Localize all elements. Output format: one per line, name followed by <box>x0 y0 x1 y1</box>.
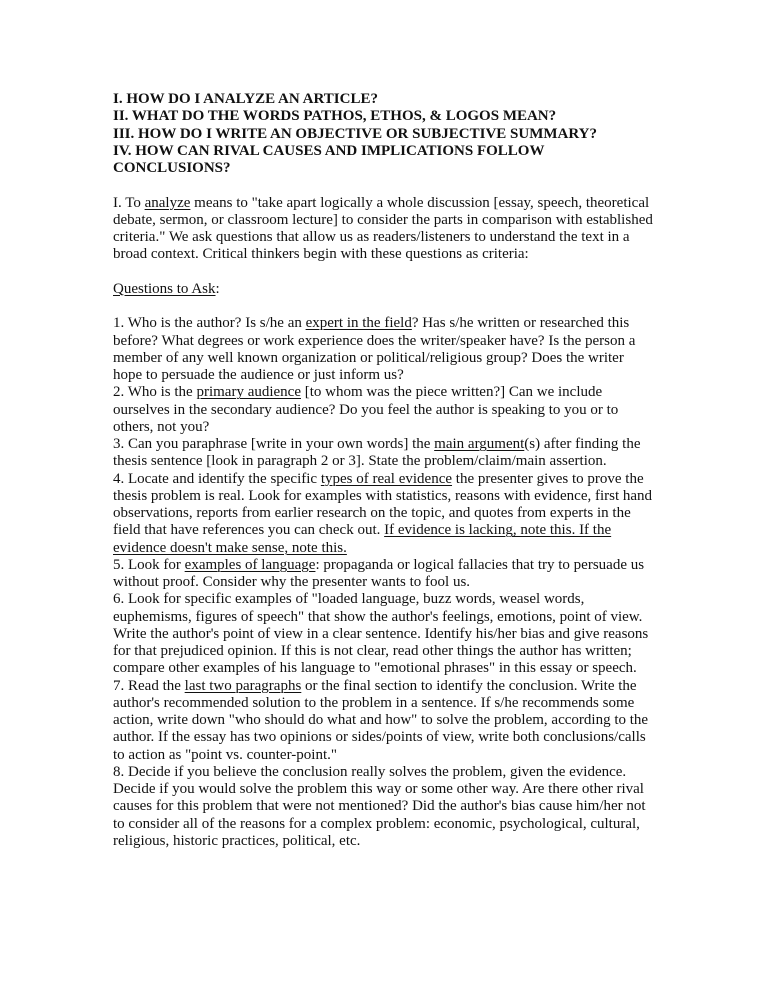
text-line <box>113 436 683 453</box>
text-line <box>113 609 683 626</box>
underlined-text: analyze <box>144 194 191 211</box>
text-line <box>113 798 683 815</box>
text-line <box>113 229 683 246</box>
text-line <box>113 747 683 764</box>
text-line <box>113 764 683 781</box>
text-segment: 6. Look for specific examples of "loaded language, buzz words, weasel words, <box>113 591 585 608</box>
text-line <box>113 212 683 229</box>
text-segment: means to "take apart logically a whole discussion [essay, speech, theoretical <box>190 194 650 211</box>
text-segment: action, write down "who should do what and how" to solve the problem, according to the <box>113 712 649 728</box>
text-line <box>113 678 683 695</box>
underlined-text: primary audience <box>196 384 301 401</box>
text-line <box>113 419 683 436</box>
text-line <box>113 557 683 574</box>
underlined-text: expert in the field <box>305 315 412 332</box>
text-segment: 4. Locate and identify the specific <box>113 470 321 487</box>
text-line <box>113 729 683 746</box>
text-segment: 7. Read the <box>113 677 185 694</box>
text-segment: compare other examples of his language to "emotional phrases" in this essay or speech. <box>113 660 637 677</box>
text-line <box>113 471 683 488</box>
text-segment: : propaganda or logical fallacies that try to persuade us <box>315 556 645 573</box>
underlined-text: examples of language <box>184 556 316 573</box>
underlined-text: types of real evidence <box>320 470 453 487</box>
text-line <box>113 712 683 729</box>
text-line <box>113 626 683 643</box>
text-segment: thesis problem is real. Look for examples with statistics, reasons with evidence, first hand <box>113 487 653 504</box>
text-segment: to consider all of the reasons for a complex problem: economic, psychological, cultural, <box>113 815 640 832</box>
underlined-text: last two paragraphs <box>184 677 302 694</box>
text-segment: 2. Who is the <box>113 384 197 401</box>
text-line <box>113 574 683 591</box>
text-line <box>113 350 683 367</box>
text-segment: ? Has s/he written or researched this <box>411 315 630 332</box>
text-segment: 1. Who is the author? Is s/he an <box>113 315 306 332</box>
text-line <box>113 453 683 470</box>
text-line <box>113 591 683 608</box>
text-segment: debate, sermon, or classroom lecture] to consider the parts in comparison with established <box>113 211 653 228</box>
text-line <box>113 643 683 660</box>
text-segment: causes for this problem that were not mentioned? Did the author's bias cause him/her not <box>113 798 646 815</box>
underlined-text: evidence doesn't make sense, note this. <box>113 539 347 556</box>
text-line <box>113 488 683 505</box>
text-segment: 3. Can you paraphrase [write in your own words] the <box>113 436 435 452</box>
text-line <box>113 522 683 539</box>
text-line <box>113 367 683 384</box>
heading-line: IV. HOW CAN RIVAL CAUSES AND IMPLICATIONS FOLLOW <box>113 142 545 159</box>
text-segment: 8. Decide if you believe the conclusion really solves the problem, given the evidence. <box>113 763 627 780</box>
underlined-text: Questions to Ask <box>113 280 216 297</box>
text-line <box>113 660 683 677</box>
text-segment: religious, historic practices, political, etc. <box>113 832 361 849</box>
spacer <box>113 177 683 194</box>
text-line <box>113 195 683 212</box>
text-segment: observations, reports from earlier research on the topic, and quotes from experts in the <box>113 505 631 521</box>
text-line <box>113 315 683 332</box>
text-segment: (s) after finding the <box>524 436 641 452</box>
heading-line: III. HOW DO I WRITE AN OBJECTIVE OR SUBJECTIVE SUMMARY? <box>113 125 598 142</box>
spacer <box>113 298 683 315</box>
text-line <box>113 833 683 850</box>
text-segment: or the final section to identify the conclusion. Write the <box>301 677 637 694</box>
underlined-text: main argument <box>434 436 525 452</box>
text-line <box>113 402 683 419</box>
spacer <box>113 264 683 281</box>
text-line <box>113 781 683 798</box>
heading-line: I. HOW DO I ANALYZE AN ARTICLE? <box>113 91 378 107</box>
heading-line: II. WHAT DO THE WORDS PATHOS, ETHOS, & LOGOS MEAN? <box>113 108 557 125</box>
text-segment: euphemisms, figures of speech" that show the author's feelings, emotions, point of view. <box>113 608 643 625</box>
text-segment: I. To <box>113 194 145 211</box>
questions-heading <box>113 281 683 298</box>
text-segment: the presenter gives to prove the <box>452 470 644 487</box>
text-segment: Write the author's point of view in a clear sentence. Identify his/her bias and give reasons <box>113 625 649 642</box>
text-segment: without proof. Consider why the presenter wants to fool us. <box>113 574 471 590</box>
text-segment: ourselves in the secondary audience? Do you feel the author is speaking to you or to <box>113 401 619 418</box>
text-segment: : <box>215 280 220 297</box>
text-line <box>113 281 683 298</box>
text-line <box>113 540 683 557</box>
text-line <box>113 333 683 350</box>
text-segment: 5. Look for <box>113 556 185 573</box>
text-line <box>113 695 683 712</box>
text-segment: author's recommended solution to the problem in a sentence. If s/he recommends some <box>113 694 635 711</box>
text-segment: for that prejudiced opinion. If this is not clear, read other things the author has written; <box>113 643 632 659</box>
text-segment: Decide if you would solve the problem this way or some other way. Are there other rival <box>113 781 644 797</box>
text-segment: others, not you? <box>113 418 210 435</box>
document-page <box>113 91 683 850</box>
text-segment: broad context. Critical thinkers begin with these questions as criteria: <box>113 246 529 263</box>
heading-line: CONCLUSIONS? <box>113 160 231 176</box>
text-segment: thesis sentence [look in paragraph 2 or 3]. State the problem/claim/main assertion. <box>113 453 607 470</box>
text-segment: to action as "point vs. counter-point." <box>113 746 337 763</box>
text-line <box>113 246 683 263</box>
text-segment: member of any well known organization or political/religious group? Does the writer <box>113 349 624 366</box>
text-segment: [to whom was the piece written?] Can we include <box>301 384 603 401</box>
text-line <box>113 816 683 833</box>
underlined-text: If evidence is lacking, note this. If the <box>384 522 612 539</box>
text-segment: before? What degrees or work experience does the writer/speaker have? Is the person a <box>113 332 636 349</box>
section-headings <box>113 91 683 177</box>
text-segment: hope to persuade the audience or just inform us? <box>113 367 404 383</box>
text-line <box>113 505 683 522</box>
text-segment: criteria." We ask questions that allow us as readers/listeners to understand the text in a <box>113 229 630 245</box>
text-line <box>113 384 683 401</box>
intro-paragraph <box>113 195 683 264</box>
text-segment: field that have references you can check out. <box>113 522 385 539</box>
text-segment: author. If the essay has two opinions or sides/points of view, write both conclusions/calls <box>113 729 646 746</box>
questions-list <box>113 315 683 850</box>
